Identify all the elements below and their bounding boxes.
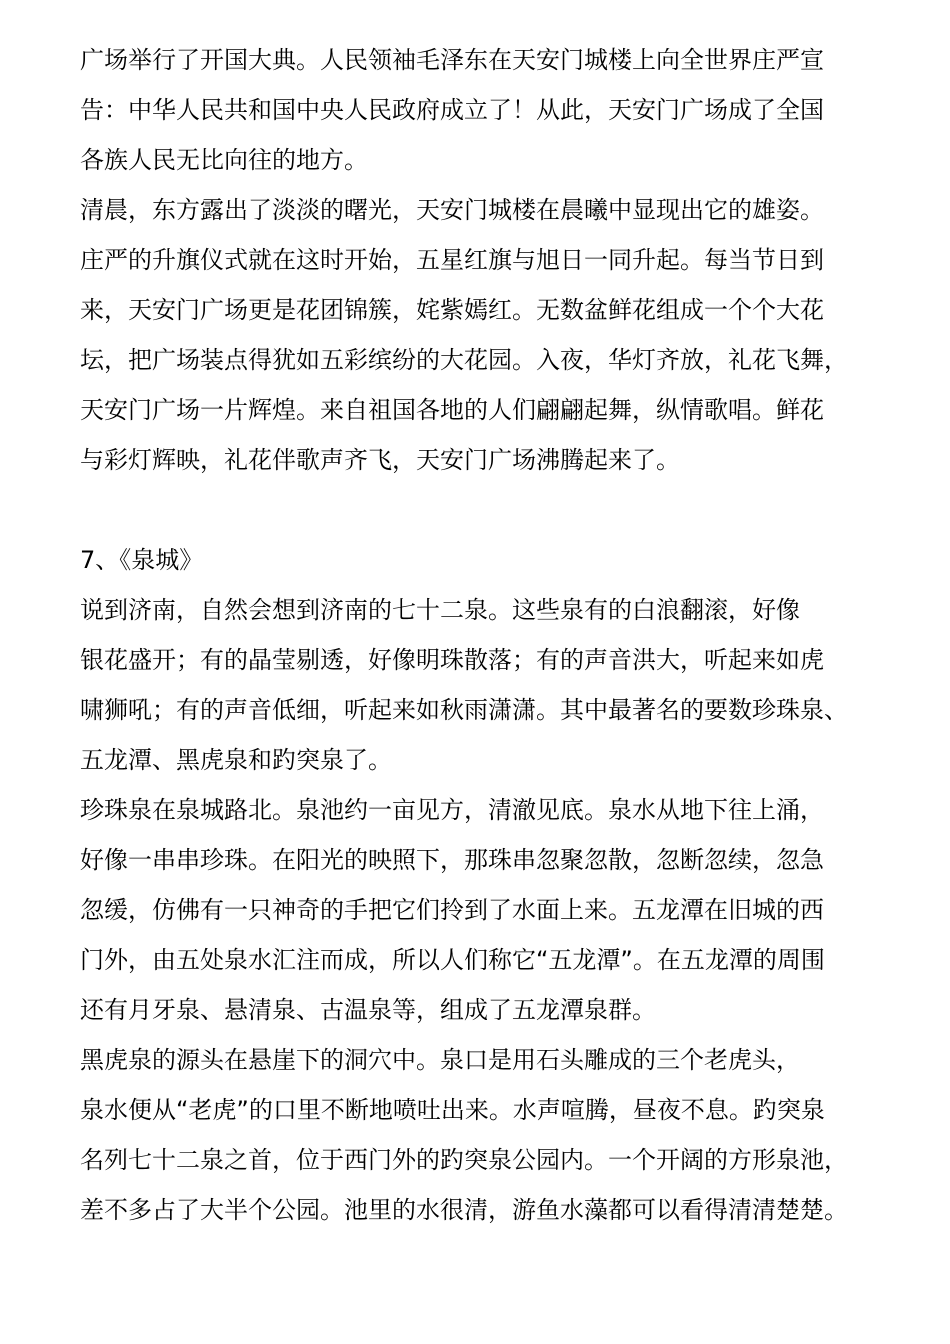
text-line: 说到济南，自然会想到济南的七十二泉。这些泉有的白浪翻滚，好像 (80, 596, 800, 624)
text-line: 广场举行了开国大典。人民领袖毛泽东在天安门城楼上向全世界庄严宣 (80, 46, 824, 74)
text-line: 还有月牙泉、悬清泉、古温泉等，组成了五龙潭泉群。 (80, 996, 656, 1024)
text-line: 各族人民无比向往的地方。 (80, 146, 368, 174)
text-line: 与彩灯辉映，礼花伴歌声齐飞，天安门广场沸腾起来了。 (80, 446, 680, 474)
section-heading: 7、《泉城》 (80, 546, 204, 574)
text-line: 名列七十二泉之首，位于西门外的趵突泉公园内。一个开阔的方形泉池， (80, 1146, 848, 1174)
text-line: 珍珠泉在泉城路北。泉池约一亩见方，清澈见底。泉水从地下往上涌， (80, 796, 824, 824)
text-line: 差不多占了大半个公园。池里的水很清，游鱼水藻都可以看得清清楚楚。 (80, 1196, 848, 1224)
text-line: 五龙潭、黑虎泉和趵突泉了。 (80, 746, 392, 774)
text-line: 来，天安门广场更是花团锦簇，姹紫嫣红。无数盆鲜花组成一个个大花 (80, 296, 824, 324)
text-line: 告：中华人民共和国中央人民政府成立了！从此，天安门广场成了全国 (80, 96, 824, 124)
text-line: 坛，把广场装点得犹如五彩缤纷的大花园。入夜，华灯齐放，礼花飞舞， (80, 346, 848, 374)
text-line: 泉水便从“老虎”的口里不断地喷吐出来。水声喧腾，昼夜不息。趵突泉 (80, 1096, 825, 1124)
text-line: 天安门广场一片辉煌。来自祖国各地的人们翩翩起舞，纵情歌唱。鲜花 (80, 396, 824, 424)
text-line: 清晨，东方露出了淡淡的曙光，天安门城楼在晨曦中显现出它的雄姿。 (80, 196, 824, 224)
text-line: 忽缓，仿佛有一只神奇的手把它们拎到了水面上来。五龙潭在旧城的西 (80, 896, 824, 924)
text-line: 庄严的升旗仪式就在这时开始，五星红旗与旭日一同升起。每当节日到 (80, 246, 824, 274)
text-line: 银花盛开；有的晶莹剔透，好像明珠散落；有的声音洪大，听起来如虎 (80, 646, 824, 674)
text-line: 好像一串串珍珠。在阳光的映照下，那珠串忽聚忽散，忽断忽续，忽急 (80, 846, 824, 874)
text-line: 门外，由五处泉水汇注而成，所以人们称它“五龙潭”。在五龙潭的周围 (80, 946, 825, 974)
text-line: 啸狮吼；有的声音低细，听起来如秋雨潇潇。其中最著名的要数珍珠泉、 (80, 696, 848, 724)
text-line: 黑虎泉的源头在悬崖下的洞穴中。泉口是用石头雕成的三个老虎头， (80, 1046, 800, 1074)
